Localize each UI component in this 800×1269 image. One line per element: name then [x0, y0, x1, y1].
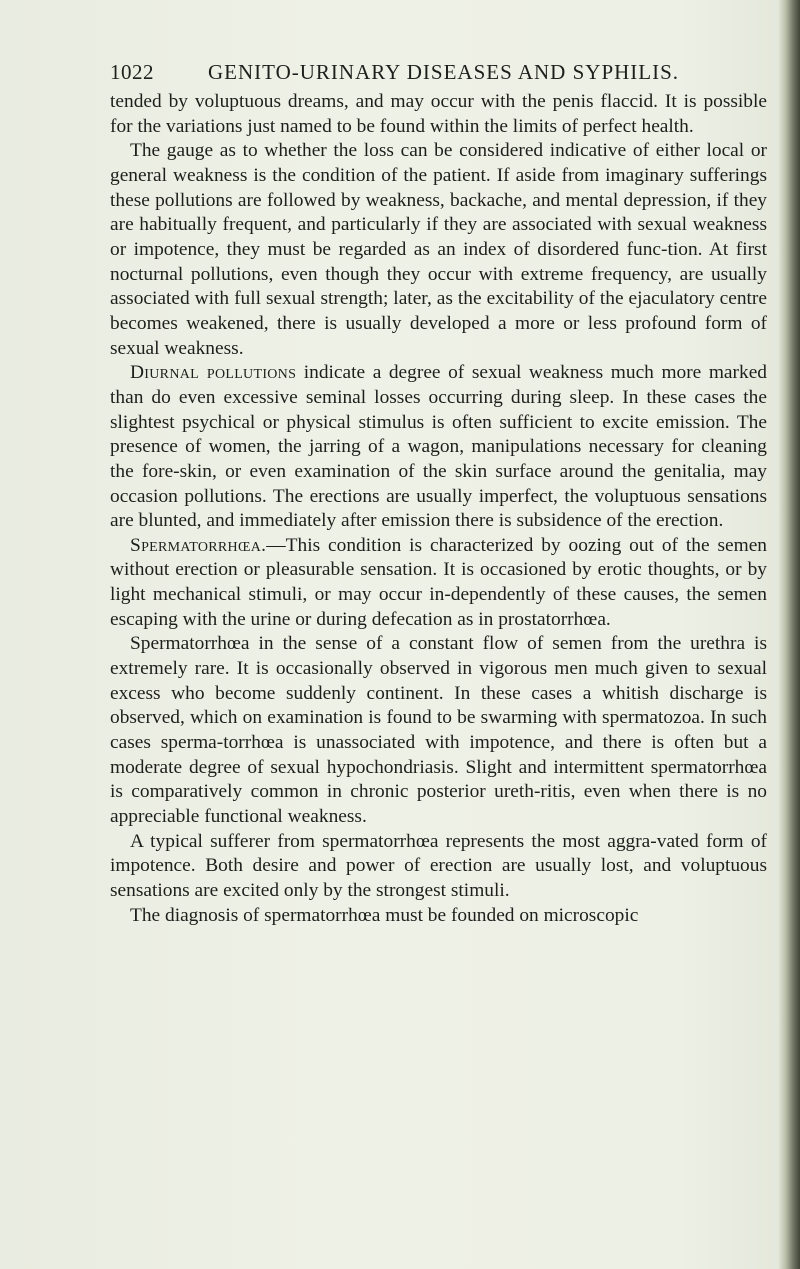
page-number: 1022 — [110, 60, 154, 84]
running-title: GENITO-URINARY DISEASES AND SYPHILIS. — [208, 60, 680, 84]
paragraph-diurnal-pollutions — [110, 361, 767, 534]
paragraph-gauge: The gauge as to whether the loss can be considered indicative of either local or general weakness is the condition of the patient. If aside from imaginary sufferings these pollutions are followed by weakness, backache, and mental depression, if they are habitually frequent, and particularly if they are associated with sexual weakness or impotence, they must be regarded as an index of disordered func-tion. At first nocturnal pollutions, even though they occur with extreme frequency, are usually associated with full sexual strength; later, as the excitability of the ejaculatory centre becomes weakened, there is usually developed a more or less profound form of sexual weakness. — [110, 140, 767, 359]
paragraph-diagnosis: The diagnosis of spermatorrhœa must be founded on microscopic — [130, 904, 639, 926]
paragraph-text: indicate a degree of sexual weakness much more marked than do even excessive seminal losses occurring during sleep. In these cases the slightest psychical or physical stimulus is often sufficient to excite emission. The presence of women, the jarring of a wagon, manipulations necessary for cleaning the fore-skin, or even examination of the skin surface around the genitalia, may occasion pollutions. The erections are usually imperfect, the voluptuous sensations are blunted, and immediately after emission there is subsidence of the erection. — [110, 362, 767, 532]
page-header — [110, 60, 750, 90]
paragraph-typical-sufferer: A typical sufferer from spermatorrhœa represents the most aggra-vated form of impotence. Both desire and power of erection are usually lost, and voluptuous sensations are excited only by the strongest stimuli. — [110, 830, 767, 901]
paragraph-text: —This condition is characterized by oozing out of the semen without erection or pleasurable sensation. It is occasioned by erotic thoughts, or by light mechanical stimuli, or may occur in-dependently of these causes, the semen escaping with the urine or during defecation as in prostatorrhœa. — [110, 534, 767, 630]
paragraph-constant-flow: Spermatorrhœa in the sense of a constant flow of semen from the urethra is extremely rare. It is occasionally observed in vigorous men much given to sexual excess who become suddenly continent. In these cases a whitish discharge is observed, which on examination is found to be swarming with spermatozoa. In such cases sperma-torrhœa is unassociated with impotence, and there is often but a moderate degree of sexual hypochondriasis. Slight and intermittent spermatorrhœa is comparatively common in chronic posterior ureth-ritis, even when there is no appreciable functional weakness. — [110, 633, 767, 828]
paragraph-continued: tended by voluptuous dreams, and may occur with the penis flaccid. It is possible for the variations just named to be found within the limits of perfect health. — [110, 91, 767, 137]
section-lead-spermatorrhoea: Spermatorrhœa. — [130, 534, 267, 556]
section-lead-diurnal-pollutions: Diurnal pollutions — [130, 362, 297, 384]
page-edge-shadow — [778, 0, 800, 1269]
paragraph-spermatorrhoea-heading — [110, 534, 767, 633]
body-text — [110, 90, 767, 928]
